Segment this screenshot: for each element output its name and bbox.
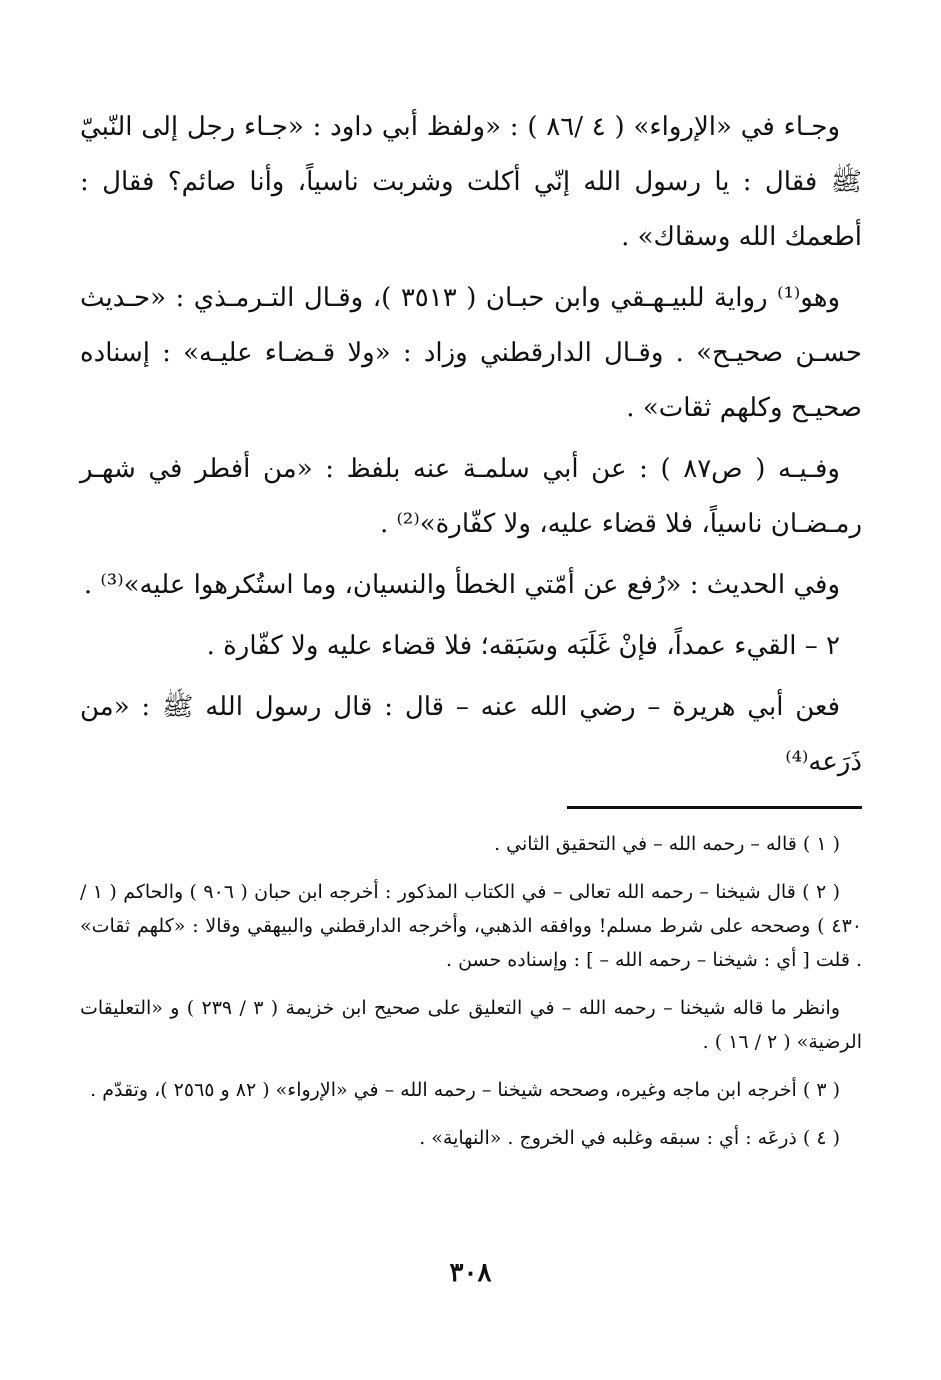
footnote-2: ( ٢ ) قال شيخنا – رحمه الله تعالى – في الكتاب المذكور : أخرجه ابن حبان ( ٩٠٦ ) والحاكم ( ١ / ٤٣٠ ) وصححه على شرط مسلم! ووافقه الذهبي، وأخرجه الدارقطني والبيهقي وقالا : «كلهم ثقات» . قلت [ أي : شيخنا – رحمه الله – ] : وإسناده حسن . <box>80 881 862 971</box>
footnotes <box>80 827 862 1155</box>
paragraph-section-vomiting: ٢ – القيء عمداً، فإنْ غَلَبَه وسَبَقه؛ فلا قضاء عليه ولا كفّارة . <box>206 631 840 661</box>
page-content <box>80 100 862 1169</box>
paragraph-hadith-forgiveness: وفي الحديث : «رُفع عن أمّتي الخطأ والنسيان، وما استُكرهوا عليه»⁽³⁾ . <box>83 570 840 600</box>
paragraph-bayhaqi-narration: وهو⁽¹⁾ رواية للبيـهـقي وابن حبـان ( ٣٥١٣ )، وقـال التـرمـذي : «حـديث حسـن صحيـح» . وقـال الدارقطني وزاد : «ولا قـضـاء عليـه» : إسناده صحيـح وكلهم ثقات» . <box>80 283 862 423</box>
paragraph-irwaa-quote: وجـاء في «الإرواء» ( ٤ /٨٦ ) : «ولفظ أبي داود : «جـاء رجل إلى النّبيّ ﷺ فقال : يا رسول الله إنّي أكلت وشربت ناسياً، وأنا صائم؟ فقال : أطعمك الله وسقاك» . <box>80 112 862 252</box>
paragraph-abu-salama: وفـيـه ( ص٨٧ ) : عن أبي سلمـة عنه بلفظ : «من أفطر في شهـر رمـضـان ناسياً، فلا قضاء عليه، ولا كفّارة»⁽²⁾ . <box>80 454 862 539</box>
footnote-2-continued: وانظر ما قاله شيخنا – رحمه الله – في التعليق على صحيح ابن خزيمة ( ٣ / ٢٣٩ ) و «التعليقات الرضية» ( ٢ / ١٦ ) . <box>80 997 862 1053</box>
footnote-1: ( ١ ) قاله – رحمه الله – في التحقيق الثاني . <box>494 833 840 855</box>
footnote-4: ( ٤ ) ذرعَه : أي : سبقه وغلبه في الخروج . «النهاية» . <box>419 1127 840 1149</box>
main-text <box>80 100 862 790</box>
footnote-3: ( ٣ ) أخرجه ابن ماجه وغيره، وصححه شيخنا – رحمه الله – في «الإرواء» ( ٨٢ و ٢٥٦٥ )، وتقدّم . <box>90 1079 840 1101</box>
footnote-divider <box>567 806 862 809</box>
page-number: ٣٠٨ <box>449 1258 492 1288</box>
paragraph-abu-hurayra: فعن أبي هريرة – رضي الله عنه – قال : قال رسول الله ﷺ : «من ذَرَعه⁽⁴⁾ <box>80 692 862 777</box>
